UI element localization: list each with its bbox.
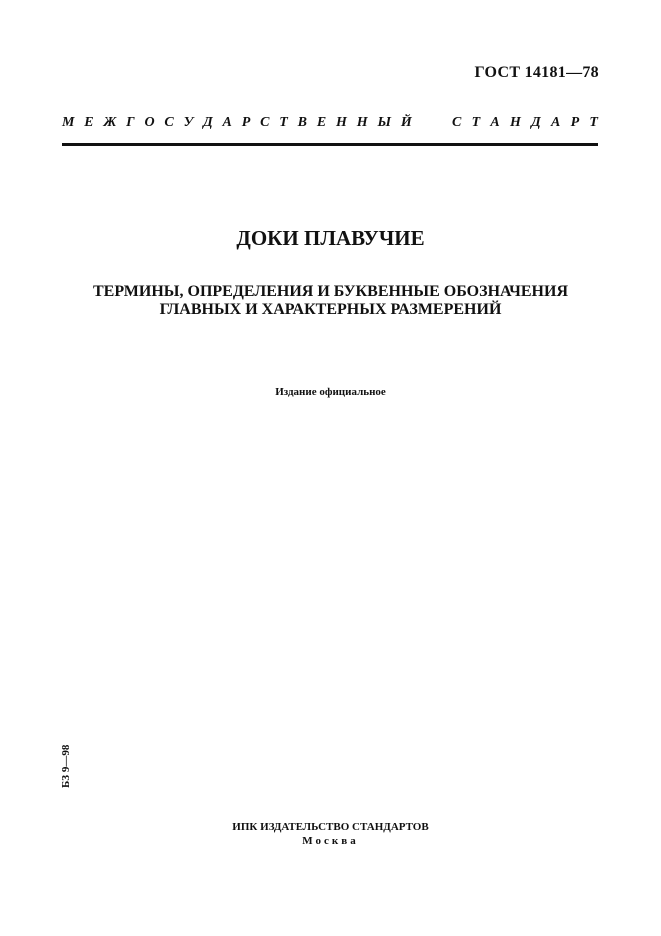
heading-letter: Н [356,115,368,130]
catalog-code: БЗ 9—98 [60,744,72,788]
heading-letter: А [550,115,561,130]
heading-letter: М [62,115,75,130]
heading-letter: Е [84,115,94,130]
heading-letter: У [183,115,194,130]
heading-letter: А [490,115,500,130]
heading-letter: Д [203,115,213,130]
heading-letter: Т [279,115,288,130]
document-subtitle [40,283,621,319]
heading-letter: Ж [103,115,117,130]
heading-letter: Т [589,115,598,130]
header-rule [62,143,598,146]
heading-letter: Т [471,115,481,130]
heading-letter: С [452,115,462,130]
heading-letter: А [222,115,232,130]
heading-letter: В [297,115,308,130]
heading-letter: Ы [377,115,392,130]
heading-letter: Р [241,115,251,130]
publisher-city: Москва [302,835,359,847]
heading-letter: О [144,115,155,130]
heading-letter: С [164,115,174,130]
heading-letter: Г [126,115,135,130]
subtitle-line-2: ГЛАВНЫХ И ХАРАКТЕРНЫХ РАЗМЕРЕНИЙ [159,301,502,318]
heading-letter: Е [316,115,327,130]
standard-type-word-standard [452,115,598,131]
gost-number: ГОСТ 14181—78 [474,64,599,81]
edition-note: Издание официальное [275,386,386,398]
subtitle-line-1: ТЕРМИНЫ, ОПРЕДЕЛЕНИЯ И БУКВЕННЫЕ ОБОЗНАЧЕНИЯ [92,283,568,300]
heading-letter: С [260,115,270,130]
publisher-name: ИПК ИЗДАТЕЛЬСТВО СТАНДАРТОВ [232,821,429,833]
heading-letter: Й [400,115,412,130]
heading-letter: Д [531,115,541,130]
document-title: ДОКИ ПЛАВУЧИЕ [236,226,425,250]
standard-type-heading [62,115,598,131]
heading-letter: Р [570,115,580,130]
standard-type-word-interstate [62,115,412,131]
heading-letter: Н [336,115,347,130]
heading-letter: Н [510,115,521,130]
